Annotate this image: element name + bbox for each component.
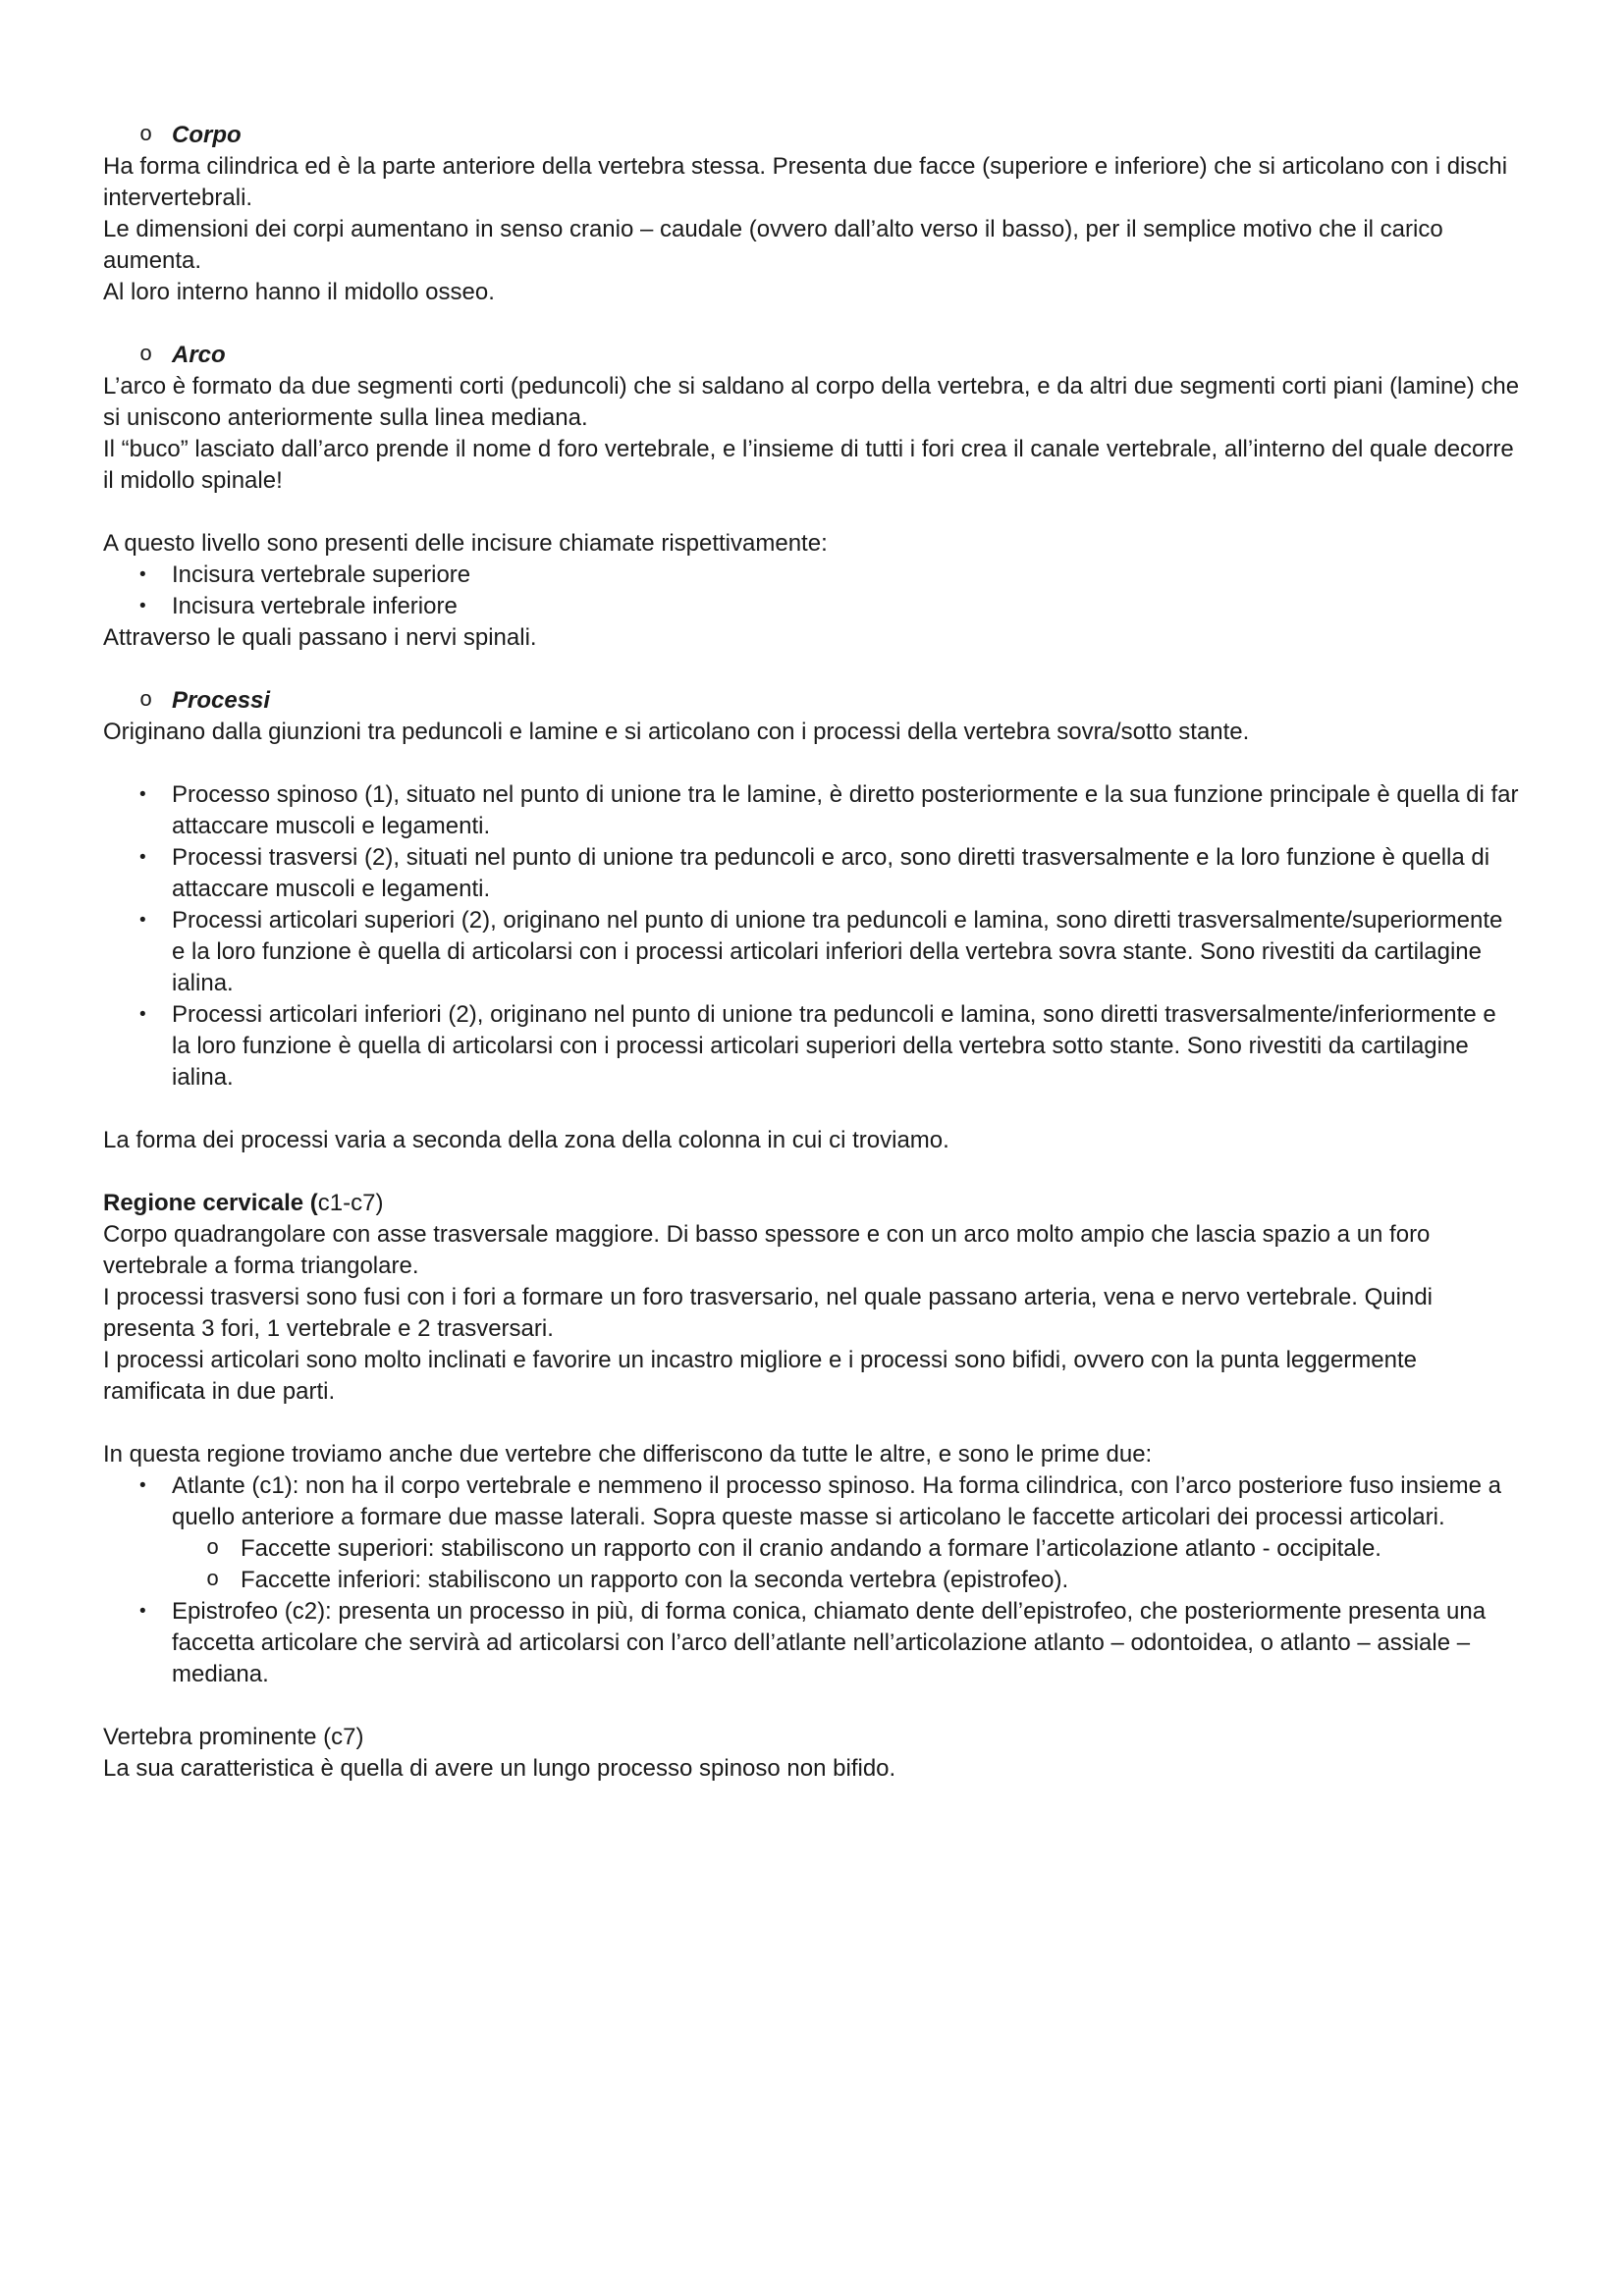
bullet-list bbox=[103, 779, 1521, 1094]
list-item-text: Processi articolari superiori (2), originano nel punto di unione tra peduncoli e lamina, sono diretti trasversalmente/superiormente e la loro funzione è quella di articolarsi con i processi articolari inferiori della vertebra sovra stante. Sono rivestiti da cartilagine ialina. bbox=[172, 907, 1503, 996]
list-marker: • bbox=[139, 1601, 146, 1622]
list-item bbox=[103, 999, 1521, 1094]
blank-line bbox=[103, 1408, 1521, 1439]
list-item-text: Faccette superiori: stabiliscono un rapporto con il cranio andando a formare l’articolazione atlanto - occipitale. bbox=[241, 1535, 1381, 1562]
section-subheading bbox=[103, 340, 1521, 371]
paragraph: A questo livello sono presenti delle incisure chiamate rispettivamente: bbox=[103, 530, 828, 557]
list-item-text: Atlante (c1): non ha il corpo vertebrale e nemmeno il processo spinoso. Ha forma cilindrica, con l’arco posteriore fuso insieme a quello anteriore a formare due masse laterali. Sopra queste masse si articolano le faccette articolari dei processi articolari. bbox=[172, 1472, 1501, 1530]
paragraph: Vertebra prominente (c7) bbox=[103, 1724, 364, 1750]
subheading-label: Corpo bbox=[172, 122, 242, 148]
bullet-list bbox=[103, 560, 1521, 622]
blank-line bbox=[103, 654, 1521, 685]
list-item-text: Incisura vertebrale inferiore bbox=[172, 593, 458, 619]
list-item-text: Incisura vertebrale superiore bbox=[172, 561, 471, 588]
bullet-list bbox=[103, 1470, 1521, 1533]
list-marker: • bbox=[139, 1475, 146, 1496]
section-subheading bbox=[103, 120, 1521, 151]
list-marker: o bbox=[206, 1536, 220, 1561]
list-item-text: Processi trasversi (2), situati nel punto di unione tra peduncoli e arco, sono diretti trasversalmente e la loro funzione è quella di attaccare muscoli e legamenti. bbox=[172, 844, 1490, 902]
list-item bbox=[103, 842, 1521, 905]
list-item bbox=[103, 1470, 1521, 1533]
list-marker: • bbox=[139, 564, 146, 585]
subheading-label: Arco bbox=[172, 342, 226, 368]
bullet-list bbox=[103, 1596, 1521, 1690]
blank-line bbox=[103, 748, 1521, 779]
paragraph: La forma dei processi varia a seconda della zona della colonna in cui ci troviamo. bbox=[103, 1127, 949, 1153]
paragraph: Originano dalla giunzioni tra peduncoli e lamine e si articolano con i processi della vertebra sovra/sotto stante. bbox=[103, 719, 1250, 745]
list-item bbox=[103, 1565, 1521, 1596]
list-item bbox=[103, 560, 1521, 591]
paragraph: L’arco è formato da due segmenti corti (peduncoli) che si saldano al corpo della vertebra, e da altri due segmenti corti piani (lamine) che si uniscono anteriormente sulla linea mediana. bbox=[103, 373, 1520, 431]
paragraph: Ha forma cilindrica ed è la parte anteriore della vertebra stessa. Presenta due facce (superiore e inferiore) che si articolano con i dischi intervertebrali. bbox=[103, 153, 1508, 211]
blank-line bbox=[103, 1690, 1521, 1722]
section-subheading bbox=[103, 685, 1521, 717]
bullet-list bbox=[103, 1533, 1521, 1596]
list-marker: o bbox=[139, 123, 153, 147]
list-item-text: Processi articolari inferiori (2), originano nel punto di unione tra peduncoli e lamina, sono diretti trasversalmente/inferiormente e la loro funzione è quella di articolarsi con i processi articolari superiori della vertebra sotto stante. Sono rivestiti da cartilagine ialina. bbox=[172, 1001, 1496, 1091]
list-item bbox=[103, 1533, 1521, 1565]
paragraph: Corpo quadrangolare con asse trasversale maggiore. Di basso spessore e con un arco molto ampio che lascia spazio a un foro vertebrale a forma triangolare. bbox=[103, 1221, 1431, 1279]
paragraph: Attraverso le quali passano i nervi spinali. bbox=[103, 624, 537, 651]
list-marker: o bbox=[139, 688, 153, 713]
section-heading bbox=[103, 1188, 1521, 1219]
paragraph: I processi trasversi sono fusi con i fori a formare un foro trasversario, nel quale passano arteria, vena e nervo vertebrale. Quindi presenta 3 fori, 1 vertebrale e 2 trasversari. bbox=[103, 1284, 1433, 1342]
paragraph: Le dimensioni dei corpi aumentano in senso cranio – caudale (ovvero dall’alto verso il basso), per il semplice motivo che il carico aumenta. bbox=[103, 216, 1443, 274]
list-marker: • bbox=[139, 1004, 146, 1025]
list-item bbox=[103, 591, 1521, 622]
blank-line bbox=[103, 308, 1521, 340]
blank-line bbox=[103, 1094, 1521, 1125]
list-marker: • bbox=[139, 847, 146, 868]
blank-line bbox=[103, 497, 1521, 528]
subheading-label: Processi bbox=[172, 687, 271, 714]
list-marker: • bbox=[139, 910, 146, 931]
heading-text: c1-c7) bbox=[317, 1190, 384, 1216]
list-marker: o bbox=[139, 343, 153, 367]
list-marker: o bbox=[206, 1568, 220, 1592]
list-item bbox=[103, 905, 1521, 999]
list-item bbox=[103, 1596, 1521, 1690]
list-item bbox=[103, 779, 1521, 842]
list-item-text: Epistrofeo (c2): presenta un processo in più, di forma conica, chiamato dente dell’epistrofeo, che posteriormente presenta una faccetta articolare che servirà ad articolarsi con l’arco dell’atlante nell’articolazione atlanto – odontoidea, o atlanto – assiale –mediana. bbox=[172, 1598, 1487, 1687]
list-marker: • bbox=[139, 784, 146, 805]
heading-text: Regione cervicale ( bbox=[103, 1190, 318, 1216]
paragraph: La sua caratteristica è quella di avere un lungo processo spinoso non bifido. bbox=[103, 1755, 896, 1782]
list-item-text: Faccette inferiori: stabiliscono un rapporto con la seconda vertebra (epistrofeo). bbox=[241, 1567, 1069, 1593]
paragraph: Il “buco” lasciato dall’arco prende il nome d foro vertebrale, e l’insieme di tutti i fori crea il canale vertebrale, all’interno del quale decorre il midollo spinale! bbox=[103, 436, 1514, 494]
blank-line bbox=[103, 1156, 1521, 1188]
list-marker: • bbox=[139, 596, 146, 616]
paragraph: I processi articolari sono molto inclinati e favorire un incastro migliore e i processi sono bifidi, ovvero con la punta leggermente ramificata in due parti. bbox=[103, 1347, 1417, 1405]
list-item-text: Processo spinoso (1), situato nel punto di unione tra le lamine, è diretto posteriormente e la sua funzione principale è quella di far attaccare muscoli e legamenti. bbox=[172, 781, 1519, 839]
paragraph: Al loro interno hanno il midollo osseo. bbox=[103, 279, 495, 305]
document-body bbox=[103, 120, 1521, 1785]
paragraph: In questa regione troviamo anche due vertebre che differiscono da tutte le altre, e sono le prime due: bbox=[103, 1441, 1153, 1468]
